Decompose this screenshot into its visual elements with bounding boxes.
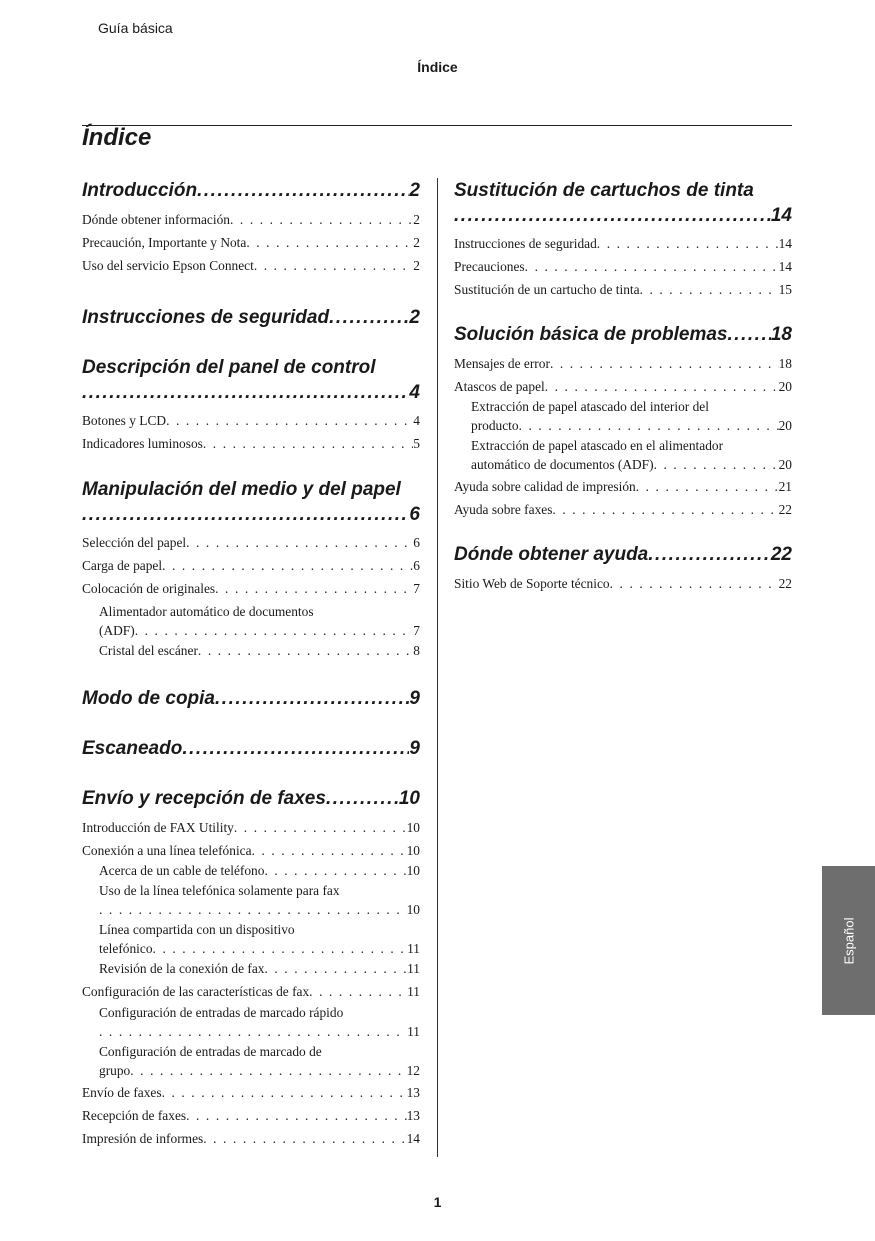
heading-title: Instrucciones de seguridad [82, 307, 330, 328]
toc-subentry-speed-dial[interactable] [82, 1003, 420, 1041]
toc-heading-tinta[interactable] [454, 178, 792, 228]
entry-text: Precaución, Importante y Nota [82, 235, 247, 250]
toc-heading-copia[interactable] [82, 686, 420, 712]
entry-text: Colocación de originales [82, 581, 216, 596]
entry-page: 15 [778, 282, 792, 297]
toc-entry[interactable] [454, 234, 792, 254]
running-head: Guía básica [98, 20, 173, 36]
entry-page: 5 [413, 436, 420, 451]
toc-subentry-group-dial[interactable] [82, 1042, 420, 1080]
entry-text: Atascos de papel [454, 379, 545, 394]
entry-page: 8 [413, 643, 420, 658]
entry-text: Impresión de informes [82, 1131, 204, 1146]
heading-title: Manipulación del medio y del papel [82, 479, 401, 500]
entry-page: 10 [406, 820, 420, 835]
entry-page: 10 [406, 863, 420, 878]
entry-text: Alimentador automático de documentos [99, 604, 314, 619]
entry-page: 14 [406, 1131, 420, 1146]
entry-page: 11 [407, 941, 420, 956]
entry-page: 14 [778, 259, 792, 274]
entry-page: 4 [413, 413, 420, 428]
entry-text-cont: telefónico [99, 941, 153, 956]
toc-entry[interactable] [82, 982, 420, 1002]
entry-page: 13 [406, 1108, 420, 1123]
toc-entry[interactable] [454, 477, 792, 497]
language-tab-label: Español [841, 917, 856, 964]
entry-text: Introducción de FAX Utility [82, 820, 234, 835]
entry-text: Cristal del escáner [99, 643, 198, 658]
heading-page: 9 [409, 688, 420, 709]
entry-page: 18 [778, 356, 792, 371]
toc-heading-media[interactable] [82, 477, 420, 527]
entry-text: Sustitución de un cartucho de tinta [454, 282, 640, 297]
toc-entry[interactable] [454, 257, 792, 277]
heading-title: Dónde obtener ayuda [454, 544, 649, 565]
heading-title: Modo de copia [82, 688, 215, 709]
entry-text: Configuración de entradas de marcado de [99, 1044, 322, 1059]
entry-text: Dónde obtener información [82, 212, 230, 227]
entry-page: 7 [413, 581, 420, 596]
toc-entry[interactable] [454, 500, 792, 520]
toc-heading-seguridad[interactable] [82, 305, 420, 331]
header-rule [82, 125, 792, 126]
entry-text: Envío de faxes [82, 1085, 162, 1100]
heading-page: 2 [409, 180, 420, 201]
toc-subentry-fax-only[interactable] [82, 881, 420, 919]
page-title: Índice [82, 124, 152, 151]
entry-text: Carga de papel [82, 558, 163, 573]
entry-page: 2 [413, 235, 420, 250]
toc-entry[interactable] [454, 377, 792, 397]
entry-text: Extracción de papel atascado del interior del [471, 399, 709, 414]
heading-title: Solución básica de problemas [454, 324, 728, 345]
entry-text: Acerca de un cable de teléfono [99, 863, 265, 878]
toc-subentry-shared[interactable] [82, 920, 420, 958]
toc-entry[interactable] [82, 210, 420, 230]
toc-subentry-jam-adf[interactable] [454, 436, 792, 474]
toc-heading-ayuda[interactable] [454, 542, 792, 568]
entry-text: Botones y LCD [82, 413, 167, 428]
entry-page: 2 [413, 212, 420, 227]
entry-text: Sitio Web de Soporte técnico [454, 576, 610, 591]
toc-entry[interactable] [82, 233, 420, 253]
column-divider [437, 178, 438, 1157]
toc-right-column [454, 178, 792, 597]
entry-text: Selección del papel [82, 535, 187, 550]
section-header: Índice [417, 59, 458, 75]
heading-page: 2 [409, 307, 420, 328]
heading-page: 4 [409, 382, 420, 403]
heading-title: Envío y recepción de faxes [82, 788, 326, 809]
entry-text: Recepción de faxes [82, 1108, 187, 1123]
heading-page: 9 [409, 738, 420, 759]
heading-title: Introducción [82, 180, 198, 201]
entry-text: Uso de la línea telefónica solamente para fax [99, 883, 340, 898]
entry-page: 13 [406, 1085, 420, 1100]
entry-page: 6 [413, 535, 420, 550]
entry-text: Línea compartida con un dispositivo [99, 922, 295, 937]
heading-title: Sustitución de cartuchos de tinta [454, 180, 754, 201]
toc-subentry[interactable] [82, 959, 420, 979]
heading-page: 14 [770, 205, 792, 226]
entry-text: Precauciones [454, 259, 525, 274]
toc-heading-escaneado[interactable] [82, 736, 420, 762]
entry-page: 20 [778, 379, 792, 394]
heading-page: 6 [409, 504, 420, 525]
toc-entry[interactable] [454, 354, 792, 374]
entry-text: Ayuda sobre calidad de impresión [454, 479, 636, 494]
entry-text: Configuración de las características de fax [82, 984, 310, 999]
entry-page: 22 [778, 502, 792, 517]
page-number: 1 [433, 1194, 442, 1210]
entry-text-cont: (ADF) [99, 623, 135, 638]
entry-page: 20 [778, 418, 792, 433]
toc-subentry[interactable] [82, 861, 420, 881]
entry-page: 11 [407, 1024, 420, 1039]
entry-text: Revisión de la conexión de fax [99, 961, 265, 976]
entry-page: 11 [407, 961, 420, 976]
toc-entry[interactable] [82, 818, 420, 838]
heading-page: 10 [398, 788, 420, 809]
toc-entry[interactable] [82, 1106, 420, 1126]
entry-text: Mensajes de error [454, 356, 550, 371]
entry-text: Configuración de entradas de marcado rápido [99, 1005, 344, 1020]
toc-entry[interactable] [82, 411, 420, 431]
toc-subentry-adf[interactable] [82, 602, 420, 640]
toc-entry[interactable] [454, 280, 792, 300]
toc-entry[interactable] [82, 1129, 420, 1149]
entry-page: 14 [778, 236, 792, 251]
entry-text-cont: producto [471, 418, 519, 433]
heading-title: Escaneado [82, 738, 183, 759]
entry-text: Extracción de papel atascado en el alimentador [471, 438, 724, 453]
entry-page: 10 [406, 843, 420, 858]
entry-page: 10 [406, 902, 420, 917]
entry-page: 11 [407, 984, 420, 999]
toc-subentry[interactable] [82, 641, 420, 661]
toc-entry[interactable] [454, 574, 792, 594]
entry-text-cont: automático de documentos (ADF) [471, 457, 654, 472]
entry-page: 20 [778, 457, 792, 472]
heading-page: 22 [770, 544, 792, 565]
toc-entry[interactable] [82, 841, 420, 861]
toc-entry[interactable] [82, 256, 420, 276]
toc-left-column [82, 178, 420, 1152]
entry-text-cont: grupo [99, 1063, 131, 1078]
entry-page: 6 [413, 558, 420, 573]
toc-entry[interactable] [82, 434, 420, 454]
entry-text: Instrucciones de seguridad [454, 236, 597, 251]
entry-page: 21 [778, 479, 792, 494]
entry-text: Indicadores luminosos [82, 436, 203, 451]
toc-entry[interactable] [82, 579, 420, 599]
toc-entry[interactable] [82, 533, 420, 553]
entry-page: 12 [406, 1063, 420, 1078]
entry-text: Uso del servicio Epson Connect [82, 258, 254, 273]
entry-page: 2 [413, 258, 420, 273]
toc-entry[interactable] [82, 1083, 420, 1103]
toc-entry[interactable] [82, 556, 420, 576]
entry-page: 22 [778, 576, 792, 591]
entry-text: Conexión a una línea telefónica [82, 843, 252, 858]
language-tab [822, 866, 875, 1015]
entry-page: 7 [413, 623, 420, 638]
toc-subentry-jam-inside[interactable] [454, 397, 792, 435]
toc-heading-fax[interactable] [82, 786, 420, 812]
heading-page: 18 [770, 324, 792, 345]
toc-heading-panel[interactable] [82, 355, 420, 405]
toc-heading-introduccion[interactable] [82, 178, 420, 204]
toc-heading-problemas[interactable] [454, 322, 792, 348]
entry-text: Ayuda sobre faxes [454, 502, 553, 517]
heading-title: Descripción del panel de control [82, 357, 376, 378]
